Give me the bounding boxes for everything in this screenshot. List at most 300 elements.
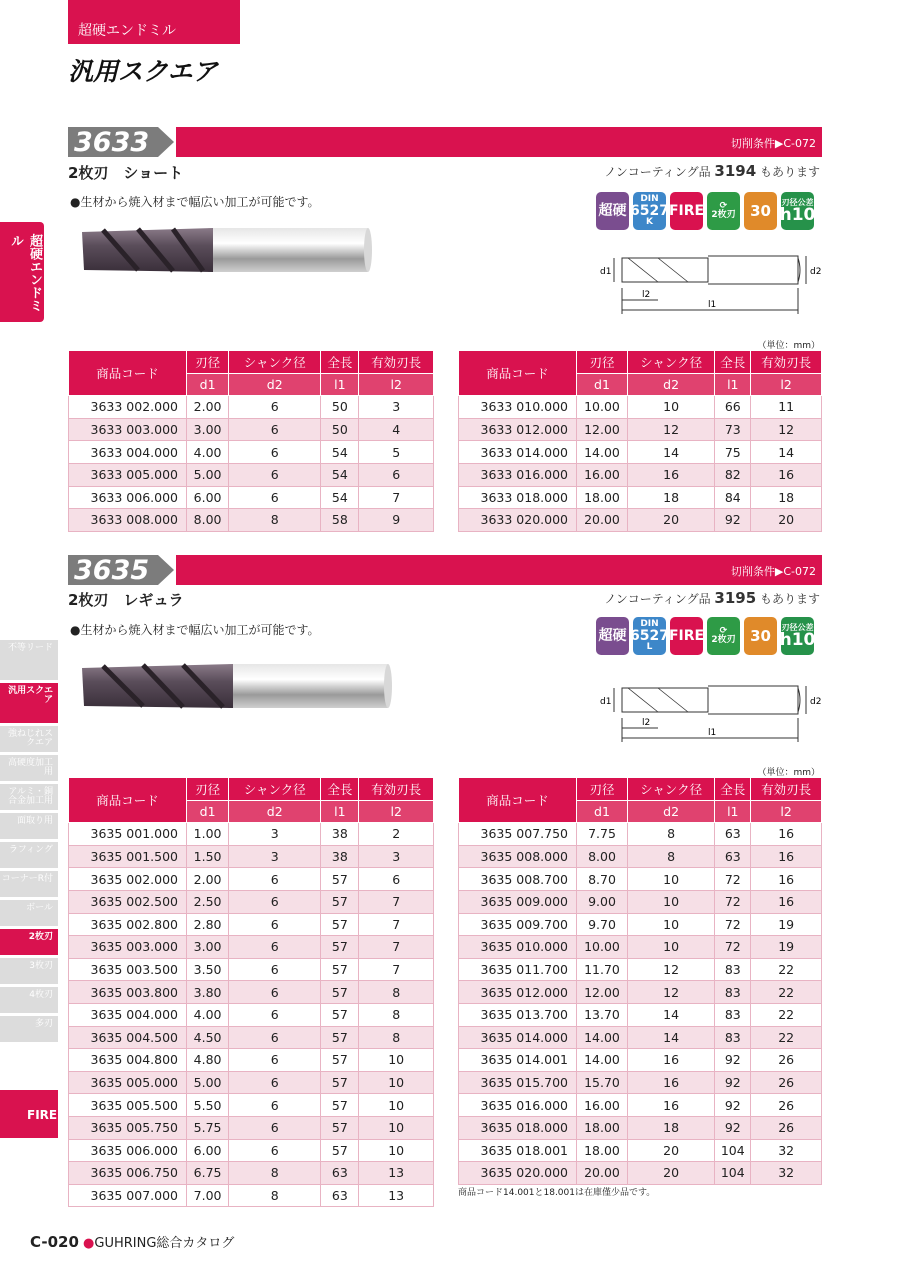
spec-cell: 15.70 <box>577 1071 628 1094</box>
spec-cell: 6 <box>229 936 321 959</box>
carbide-icon: 超硬 <box>596 192 629 230</box>
spec-cell: 57 <box>321 1071 359 1094</box>
spec-cell: 4.00 <box>187 1003 229 1026</box>
side-nav-item[interactable]: 4枚刃 <box>0 987 58 1013</box>
fire-coating-icon: FIRE <box>670 192 703 230</box>
table-row <box>69 1162 434 1185</box>
spec-cell: 18.00 <box>577 1139 628 1162</box>
spec-cell: 4.50 <box>187 1026 229 1049</box>
spec-cell: 54 <box>321 486 359 509</box>
page-footer <box>30 1232 234 1251</box>
spec-cell: 4 <box>359 418 434 441</box>
dimension-drawing <box>598 676 828 746</box>
table-row <box>459 396 822 419</box>
spec-cell: 5.00 <box>187 1071 229 1094</box>
product-code-cell: 3633 020.000 <box>459 509 577 532</box>
spec-cell: 9.70 <box>577 913 628 936</box>
svg-text:l2: l2 <box>642 718 651 728</box>
spec-cell: 6 <box>229 890 321 913</box>
svg-text:d1: d1 <box>600 267 612 277</box>
spec-cell: 73 <box>715 418 751 441</box>
spec-cell: 83 <box>715 1026 751 1049</box>
header-d2: シャンク径 <box>229 351 321 374</box>
product-code-cell: 3633 010.000 <box>459 396 577 419</box>
section-3633-bar <box>68 127 822 157</box>
spec-cell: 14.00 <box>577 1049 628 1072</box>
spec-cell: 8.00 <box>187 509 229 532</box>
table-row <box>459 1026 822 1049</box>
spec-cell: 57 <box>321 936 359 959</box>
spec-cell: 6 <box>229 463 321 486</box>
spec-cell: 7 <box>359 486 434 509</box>
spec-cell: 12 <box>627 418 714 441</box>
spec-cell: 14.00 <box>577 1026 628 1049</box>
spec-cell: 10 <box>627 913 714 936</box>
table-row <box>69 936 434 959</box>
spec-cell: 5.75 <box>187 1116 229 1139</box>
spec-cell: 6 <box>229 441 321 464</box>
product-code-cell: 3635 014.001 <box>459 1049 577 1072</box>
page-title: 汎用スクエア <box>68 57 218 86</box>
header-l1: 全長 <box>715 351 751 374</box>
spec-cell: 13.70 <box>577 1003 628 1026</box>
helix-angle-icon: 30 <box>744 192 777 230</box>
product-code-cell: 3635 003.000 <box>69 936 187 959</box>
spec-cell: 6 <box>229 958 321 981</box>
product-code-cell: 3633 008.000 <box>69 509 187 532</box>
spec-cell: 57 <box>321 981 359 1004</box>
product-code-cell: 3635 011.700 <box>459 958 577 981</box>
product-code-cell: 3635 002.800 <box>69 913 187 936</box>
table-row <box>459 1139 822 1162</box>
spec-cell: 6 <box>229 396 321 419</box>
section-subtitle: 2枚刃 レギュラ <box>68 591 184 609</box>
spec-cell: 3.50 <box>187 958 229 981</box>
spec-cell: 66 <box>715 396 751 419</box>
spec-cell: 10 <box>627 890 714 913</box>
spec-cell: 26 <box>751 1116 822 1139</box>
spec-cell: 72 <box>715 890 751 913</box>
header-sym: l2 <box>751 373 822 396</box>
spec-cell: 22 <box>751 1026 822 1049</box>
table-row <box>69 396 434 419</box>
spec-cell: 16 <box>751 823 822 846</box>
product-code-cell: 3635 004.000 <box>69 1003 187 1026</box>
spec-cell: 18 <box>627 1116 714 1139</box>
side-nav-item-active[interactable]: 2枚刃 <box>0 929 58 955</box>
product-code-cell: 3635 003.800 <box>69 981 187 1004</box>
table-row <box>459 936 822 959</box>
spec-cell: 10.00 <box>577 396 628 419</box>
header-sym: l1 <box>715 800 751 823</box>
spec-cell: 83 <box>715 1003 751 1026</box>
table-row <box>69 1049 434 1072</box>
spec-cell: 22 <box>751 981 822 1004</box>
spec-cell: 6 <box>229 1071 321 1094</box>
spec-cell: 8 <box>229 509 321 532</box>
table-row <box>459 958 822 981</box>
table-row <box>459 823 822 846</box>
side-nav-item[interactable]: ボール <box>0 900 58 926</box>
spec-cell: 3 <box>359 845 434 868</box>
spec-cell: 58 <box>321 509 359 532</box>
side-nav-item[interactable]: 不等リード <box>0 640 58 680</box>
spec-cell: 63 <box>715 823 751 846</box>
header-sym: l2 <box>359 373 434 396</box>
table-row <box>459 463 822 486</box>
spec-cell: 18.00 <box>577 1116 628 1139</box>
header-l1: 全長 <box>715 778 751 801</box>
spec-cell: 10 <box>627 936 714 959</box>
table-row <box>69 486 434 509</box>
spec-cell: 26 <box>751 1094 822 1117</box>
spec-cell: 57 <box>321 868 359 891</box>
spec-cell: 3 <box>229 845 321 868</box>
spec-cell: 54 <box>321 441 359 464</box>
spec-cell: 6 <box>229 1026 321 1049</box>
table-row <box>459 1003 822 1026</box>
spec-cell: 22 <box>751 958 822 981</box>
spec-cell: 9 <box>359 509 434 532</box>
spec-cell: 8.70 <box>577 868 628 891</box>
spec-cell: 6 <box>229 1116 321 1139</box>
product-code-cell: 3635 014.000 <box>459 1026 577 1049</box>
spec-cell: 32 <box>751 1139 822 1162</box>
product-code-cell: 3635 008.000 <box>459 845 577 868</box>
spec-cell: 14 <box>751 441 822 464</box>
spec-cell: 10 <box>359 1049 434 1072</box>
spec-cell: 10.00 <box>577 936 628 959</box>
spec-cell: 16 <box>751 463 822 486</box>
product-code-cell: 3635 016.000 <box>459 1094 577 1117</box>
spec-cell: 50 <box>321 396 359 419</box>
table-row <box>459 1116 822 1139</box>
product-code-cell: 3633 006.000 <box>69 486 187 509</box>
product-code-cell: 3635 018.001 <box>459 1139 577 1162</box>
svg-text:l1: l1 <box>708 728 717 738</box>
header-l2: 有効刃長 <box>359 351 434 374</box>
svg-text:d2: d2 <box>810 697 822 707</box>
table-row <box>69 463 434 486</box>
header-d1: 刃径 <box>187 351 229 374</box>
spec-cell: 12 <box>627 981 714 1004</box>
table-row <box>459 509 822 532</box>
product-code-cell: 3633 002.000 <box>69 396 187 419</box>
spec-cell: 8 <box>229 1162 321 1185</box>
spec-cell: 8 <box>359 981 434 1004</box>
spec-cell: 20 <box>627 1162 714 1185</box>
spec-cell: 92 <box>715 1116 751 1139</box>
table-row <box>69 913 434 936</box>
spec-cell: 10 <box>359 1139 434 1162</box>
spec-cell: 8 <box>359 1003 434 1026</box>
spec-cell: 63 <box>321 1162 359 1185</box>
side-nav-item[interactable]: コーナーR付 <box>0 871 58 897</box>
header-d1: 刃径 <box>577 351 628 374</box>
table-row <box>69 890 434 913</box>
header-sym: d2 <box>627 373 714 396</box>
header-d2: シャンク径 <box>627 351 714 374</box>
header-d1: 刃径 <box>187 778 229 801</box>
spec-cell: 10 <box>359 1094 434 1117</box>
header-sym: d1 <box>187 373 229 396</box>
spec-cell: 19 <box>751 936 822 959</box>
din-icon: DIN 6527 K <box>633 192 666 230</box>
spec-cell: 6 <box>229 1094 321 1117</box>
side-nav-item[interactable]: ラフィング <box>0 842 58 868</box>
spec-cell: 1.00 <box>187 823 229 846</box>
header-code: 商品コード <box>69 351 187 396</box>
table-row <box>69 958 434 981</box>
table-row <box>69 1116 434 1139</box>
product-code-cell: 3635 013.700 <box>459 1003 577 1026</box>
spec-cell: 3.00 <box>187 936 229 959</box>
table-row <box>69 509 434 532</box>
spec-cell: 2.00 <box>187 396 229 419</box>
spec-cell: 19 <box>751 913 822 936</box>
side-nav-item[interactable]: 高硬度加工用 <box>0 755 58 781</box>
spec-cell: 104 <box>715 1162 751 1185</box>
table-row <box>459 890 822 913</box>
spec-cell: 57 <box>321 1026 359 1049</box>
side-category-tab[interactable]: 超硬エンドミル <box>0 222 44 322</box>
spec-cell: 57 <box>321 890 359 913</box>
table-row <box>459 486 822 509</box>
product-code-cell: 3635 002.000 <box>69 868 187 891</box>
category-tab: 超硬エンドミル <box>68 0 240 44</box>
spec-cell: 10 <box>627 396 714 419</box>
spec-cell: 8 <box>359 1026 434 1049</box>
header-sym: d2 <box>229 800 321 823</box>
header-l1: 全長 <box>321 351 359 374</box>
product-code-cell: 3635 005.500 <box>69 1094 187 1117</box>
spec-cell: 14 <box>627 441 714 464</box>
header-sym: l2 <box>359 800 434 823</box>
spec-cell: 16 <box>751 845 822 868</box>
spec-cell: 10 <box>359 1116 434 1139</box>
cutting-condition-link[interactable]: 切削条件▶C-072 <box>730 137 816 150</box>
feature-note: ●生材から焼入材まで幅広い加工が可能です。 <box>70 195 320 209</box>
spec-cell: 92 <box>715 1071 751 1094</box>
spec-cell: 63 <box>321 1184 359 1207</box>
unit-label: （単位：mm） <box>757 341 820 351</box>
spec-cell: 16 <box>627 1049 714 1072</box>
header-sym: d2 <box>229 373 321 396</box>
carbide-icon: 超硬 <box>596 617 629 655</box>
tolerance-icon: 刃径公差 h10 <box>781 617 814 655</box>
product-code-cell: 3635 001.000 <box>69 823 187 846</box>
product-code-cell: 3635 008.700 <box>459 868 577 891</box>
spec-cell: 2 <box>359 823 434 846</box>
product-table-left <box>68 350 434 532</box>
page-number: C-020 <box>30 1233 79 1251</box>
spec-cell: 16.00 <box>577 1094 628 1117</box>
side-nav <box>0 640 58 1045</box>
spec-cell: 92 <box>715 1049 751 1072</box>
spec-cell: 6 <box>229 486 321 509</box>
spec-cell: 5.50 <box>187 1094 229 1117</box>
spec-cell: 11.70 <box>577 958 628 981</box>
table-row <box>69 1139 434 1162</box>
table-row <box>69 823 434 846</box>
header-sym: l1 <box>321 800 359 823</box>
table-row <box>69 1094 434 1117</box>
section-subtitle: 2枚刃 ショート <box>68 164 184 182</box>
spec-cell: 9.00 <box>577 890 628 913</box>
spec-cell: 18.00 <box>577 486 628 509</box>
spec-cell: 14 <box>627 1026 714 1049</box>
spec-cell: 18 <box>627 486 714 509</box>
spec-cell: 13 <box>359 1162 434 1185</box>
spec-cell: 38 <box>321 823 359 846</box>
product-code-cell: 3635 006.750 <box>69 1162 187 1185</box>
spec-cell: 57 <box>321 1003 359 1026</box>
header-code: 商品コード <box>459 351 577 396</box>
product-code-cell: 3633 005.000 <box>69 463 187 486</box>
spec-cell: 6 <box>229 981 321 1004</box>
spec-cell: 6 <box>229 913 321 936</box>
spec-cell: 104 <box>715 1139 751 1162</box>
spec-cell: 50 <box>321 418 359 441</box>
header-sym: d1 <box>187 800 229 823</box>
spec-cell: 16 <box>627 1071 714 1094</box>
product-table-right <box>458 777 822 1185</box>
stock-footnote: 商品コード14.001と18.001は在庫僅少品です。 <box>458 1188 656 1198</box>
spec-cell: 57 <box>321 958 359 981</box>
spec-cell: 92 <box>715 509 751 532</box>
spec-cell: 82 <box>715 463 751 486</box>
product-code-cell: 3633 004.000 <box>69 441 187 464</box>
endmill-photo <box>78 662 394 712</box>
table-row <box>459 418 822 441</box>
side-nav-item[interactable]: 面取り用 <box>0 813 58 839</box>
spec-cell: 7 <box>359 890 434 913</box>
svg-text:d1: d1 <box>600 697 612 707</box>
header-l2: 有効刃長 <box>751 351 822 374</box>
header-l2: 有効刃長 <box>359 778 434 801</box>
spec-cell: 63 <box>715 845 751 868</box>
table-row <box>459 1094 822 1117</box>
catalog-name: GUHRING総合カタログ <box>94 1236 235 1251</box>
product-code-cell: 3635 007.750 <box>459 823 577 846</box>
spec-cell: 8.00 <box>577 845 628 868</box>
spec-cell: 16.00 <box>577 463 628 486</box>
spec-cell: 16 <box>751 890 822 913</box>
table-row <box>69 845 434 868</box>
spec-cell: 6 <box>359 868 434 891</box>
header-d2: シャンク径 <box>627 778 714 801</box>
spec-cell: 20.00 <box>577 1162 628 1185</box>
product-code-cell: 3635 009.000 <box>459 890 577 913</box>
product-code-cell: 3635 005.000 <box>69 1071 187 1094</box>
table-row <box>69 868 434 891</box>
spec-cell: 83 <box>715 981 751 1004</box>
product-code-cell: 3635 012.000 <box>459 981 577 1004</box>
spec-cell: 20 <box>751 509 822 532</box>
spec-cell: 84 <box>715 486 751 509</box>
side-nav-item[interactable]: 強ねじれスクエア <box>0 726 58 752</box>
table-row <box>459 441 822 464</box>
spec-cell: 7 <box>359 936 434 959</box>
side-nav-item[interactable]: 3枚刃 <box>0 958 58 984</box>
spec-cell: 6.00 <box>187 1139 229 1162</box>
spec-cell: 72 <box>715 936 751 959</box>
spec-cell: 1.50 <box>187 845 229 868</box>
spec-cell: 6 <box>359 463 434 486</box>
spec-cell: 57 <box>321 1094 359 1117</box>
spec-cell: 26 <box>751 1071 822 1094</box>
spec-cell: 5 <box>359 441 434 464</box>
side-fire-tab[interactable]: FIRE <box>0 1090 58 1138</box>
side-nav-item-active[interactable]: 汎用スクエア <box>0 683 58 723</box>
spec-cell: 57 <box>321 1116 359 1139</box>
spec-cell: 6 <box>229 1139 321 1162</box>
spec-cell: 3 <box>229 823 321 846</box>
table-row <box>459 913 822 936</box>
header-sym: d1 <box>577 800 628 823</box>
spec-cell: 12.00 <box>577 418 628 441</box>
product-code-cell: 3633 012.000 <box>459 418 577 441</box>
spec-cell: 10 <box>359 1071 434 1094</box>
side-nav-item[interactable]: 多刃 <box>0 1016 58 1042</box>
spec-cell: 6.00 <box>187 486 229 509</box>
product-code-cell: 3635 007.000 <box>69 1184 187 1207</box>
product-code-cell: 3635 003.500 <box>69 958 187 981</box>
spec-cell: 12.00 <box>577 981 628 1004</box>
cutting-condition-link[interactable]: 切削条件▶C-072 <box>730 565 816 578</box>
product-code-cell: 3635 005.750 <box>69 1116 187 1139</box>
spec-cell: 6.75 <box>187 1162 229 1185</box>
spec-cell: 22 <box>751 1003 822 1026</box>
tolerance-icon: 刃径公差 h10 <box>781 192 814 230</box>
noncoating-note: ノンコーティング品 3195 もあります <box>604 589 820 607</box>
table-row <box>459 868 822 891</box>
table-row <box>69 418 434 441</box>
product-code-cell: 3633 016.000 <box>459 463 577 486</box>
spec-cell: 13 <box>359 1184 434 1207</box>
spec-cell: 4.00 <box>187 441 229 464</box>
product-code-cell: 3633 018.000 <box>459 486 577 509</box>
side-nav-item[interactable]: アルミ・銅合金加工用 <box>0 784 58 810</box>
spec-cell: 57 <box>321 1139 359 1162</box>
header-l2: 有効刃長 <box>751 778 822 801</box>
product-table-right <box>458 350 822 532</box>
product-code-cell: 3635 004.500 <box>69 1026 187 1049</box>
spec-cell: 20 <box>627 509 714 532</box>
product-code-cell: 3635 006.000 <box>69 1139 187 1162</box>
svg-text:d2: d2 <box>810 267 822 277</box>
spec-cell: 10 <box>627 868 714 891</box>
spec-cell: 12 <box>627 958 714 981</box>
spec-icons <box>596 617 814 655</box>
spec-cell: 4.80 <box>187 1049 229 1072</box>
header-sym: l1 <box>715 373 751 396</box>
spec-cell: 8 <box>627 823 714 846</box>
endmill-photo <box>78 226 374 276</box>
product-code-cell: 3635 018.000 <box>459 1116 577 1139</box>
spec-cell: 83 <box>715 958 751 981</box>
header-code: 商品コード <box>69 778 187 823</box>
spec-icons <box>596 192 814 230</box>
spec-cell: 8 <box>229 1184 321 1207</box>
spec-cell: 2.80 <box>187 913 229 936</box>
spec-cell: 12 <box>751 418 822 441</box>
spec-cell: 6 <box>229 1049 321 1072</box>
two-flute-icon: ⟳ 2枚刃 <box>707 617 740 655</box>
spec-cell: 7.00 <box>187 1184 229 1207</box>
header-d1: 刃径 <box>577 778 628 801</box>
section-number: 3633 <box>68 127 158 157</box>
